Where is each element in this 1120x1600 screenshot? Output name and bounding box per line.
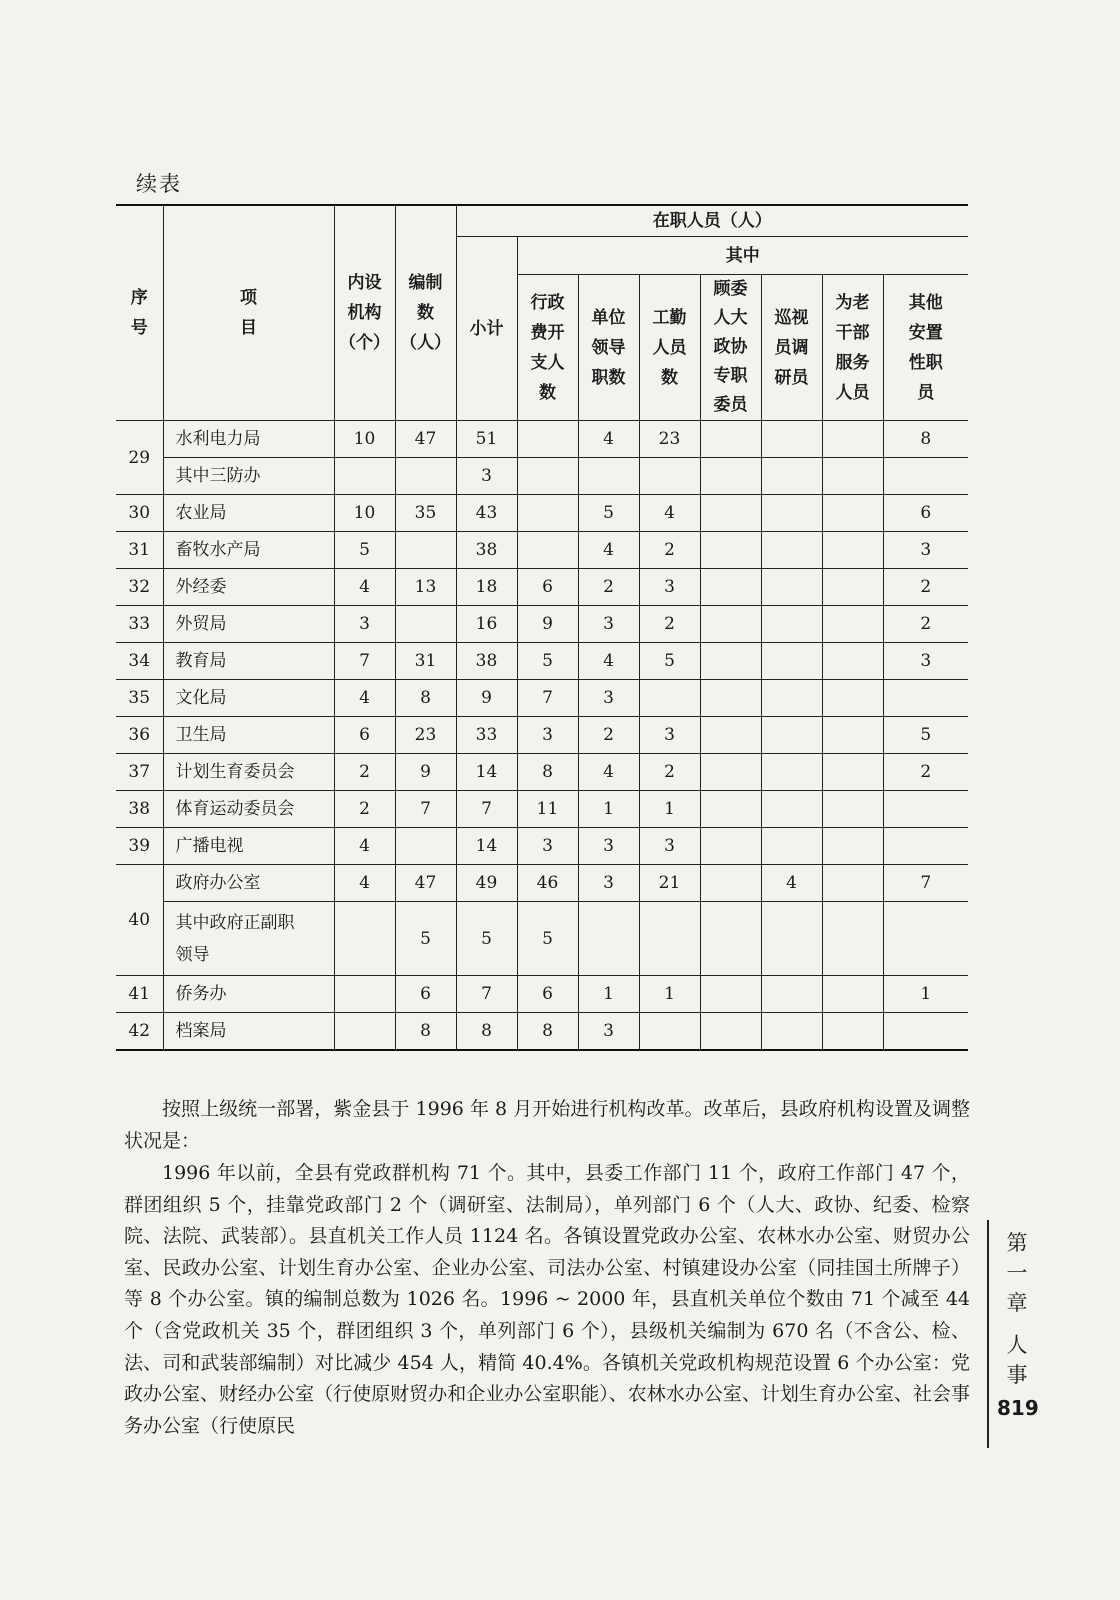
- cell-leader: 4: [578, 532, 639, 569]
- cell-internal: 7: [334, 643, 395, 680]
- cell-internal: 10: [334, 495, 395, 532]
- cell-subtotal: 16: [456, 606, 517, 643]
- cell-quota: [395, 606, 456, 643]
- cell-worker: 3: [639, 828, 700, 865]
- table-row: [116, 1013, 968, 1050]
- cell-inspector: [761, 606, 822, 643]
- cell-seq: 34: [116, 643, 163, 680]
- chapter-title-char: 事: [1006, 1363, 1028, 1387]
- cell-item-name: 教育局: [163, 643, 334, 680]
- cell-cadre: [822, 421, 883, 458]
- cell-admin: 6: [517, 976, 578, 1013]
- cell-quota: 8: [395, 1013, 456, 1050]
- header-seq: 序 号: [116, 205, 163, 421]
- cell-quota: 47: [395, 421, 456, 458]
- chapter-char: 章: [1006, 1291, 1028, 1315]
- cell-advisor: [700, 717, 761, 754]
- cell-worker: 2: [639, 532, 700, 569]
- cell-cadre: [822, 495, 883, 532]
- chapter-title-char: 人: [1006, 1333, 1028, 1357]
- table-row: [116, 532, 968, 569]
- cell-other: 7: [883, 865, 968, 902]
- cell-leader: 1: [578, 976, 639, 1013]
- cell-admin: 11: [517, 791, 578, 828]
- cell-worker: [639, 1013, 700, 1050]
- cell-worker: 5: [639, 643, 700, 680]
- page-number: 819: [997, 1396, 1039, 1420]
- chapter-char: 第: [1006, 1231, 1028, 1255]
- cell-cadre: [822, 976, 883, 1013]
- cell-cadre: [822, 717, 883, 754]
- cell-other: 3: [883, 532, 968, 569]
- cell-quota: 23: [395, 717, 456, 754]
- cell-cadre: [822, 1013, 883, 1050]
- cell-other: 6: [883, 495, 968, 532]
- cell-worker: 4: [639, 495, 700, 532]
- cell-cadre: [822, 865, 883, 902]
- header-internal-units: 内设 机构 （个）: [334, 205, 395, 421]
- cell-other: 2: [883, 569, 968, 606]
- cell-advisor: [700, 680, 761, 717]
- cell-other: [883, 902, 968, 976]
- cell-other: 2: [883, 606, 968, 643]
- cell-internal: 6: [334, 717, 395, 754]
- header-inspectors: 巡视 员调 研员: [761, 275, 822, 421]
- cell-worker: 21: [639, 865, 700, 902]
- cell-admin: 5: [517, 902, 578, 976]
- cell-quota: 5: [395, 902, 456, 976]
- cell-admin: 9: [517, 606, 578, 643]
- cell-other: [883, 458, 968, 495]
- cell-subtotal: 14: [456, 828, 517, 865]
- cell-internal: 10: [334, 421, 395, 458]
- cell-seq: 38: [116, 791, 163, 828]
- cell-inspector: [761, 458, 822, 495]
- cell-inspector: [761, 828, 822, 865]
- cell-worker: [639, 458, 700, 495]
- header-item: 项 目: [163, 205, 334, 421]
- running-header-side: [997, 1228, 1037, 1420]
- chapter-title: [997, 1330, 1037, 1390]
- table-row: [116, 680, 968, 717]
- table-row: [116, 902, 968, 976]
- cell-internal: 4: [334, 865, 395, 902]
- cell-item-name: 畜牧水产局: [163, 532, 334, 569]
- cell-internal: [334, 458, 395, 495]
- cell-admin: [517, 458, 578, 495]
- cell-advisor: [700, 976, 761, 1013]
- chapter-char: 一: [1006, 1261, 1028, 1285]
- header-among: 其中: [517, 237, 968, 275]
- cell-inspector: 4: [761, 865, 822, 902]
- cell-quota: [395, 458, 456, 495]
- cell-admin: [517, 495, 578, 532]
- table-continued-caption: 续表: [136, 172, 182, 196]
- header-admin-paid: 行政 费开 支人 数: [517, 275, 578, 421]
- cell-internal: 4: [334, 828, 395, 865]
- cell-quota: 13: [395, 569, 456, 606]
- cell-leader: [578, 458, 639, 495]
- cell-item-name: 政府办公室: [163, 865, 334, 902]
- cell-admin: 8: [517, 754, 578, 791]
- table-row: [116, 569, 968, 606]
- header-staff-group: 在职人员（人）: [456, 205, 968, 237]
- table-row: [116, 495, 968, 532]
- table-row: [116, 828, 968, 865]
- cell-other: 8: [883, 421, 968, 458]
- cell-seq: 39: [116, 828, 163, 865]
- cell-admin: 6: [517, 569, 578, 606]
- cell-subtotal: 8: [456, 1013, 517, 1050]
- cell-quota: [395, 828, 456, 865]
- cell-admin: 46: [517, 865, 578, 902]
- cell-leader: 5: [578, 495, 639, 532]
- cell-quota: 9: [395, 754, 456, 791]
- cell-internal: 4: [334, 680, 395, 717]
- cell-worker: 2: [639, 606, 700, 643]
- cell-seq: 30: [116, 495, 163, 532]
- cell-advisor: [700, 569, 761, 606]
- cell-cadre: [822, 680, 883, 717]
- cell-item-name: 外贸局: [163, 606, 334, 643]
- cell-seq: 35: [116, 680, 163, 717]
- cell-leader: [578, 902, 639, 976]
- cell-advisor: [700, 532, 761, 569]
- header-service-workers: 工勤 人员 数: [639, 275, 700, 421]
- cell-admin: 8: [517, 1013, 578, 1050]
- cell-cadre: [822, 569, 883, 606]
- cell-other: 3: [883, 643, 968, 680]
- cell-internal: [334, 902, 395, 976]
- cell-advisor: [700, 865, 761, 902]
- cell-worker: 1: [639, 976, 700, 1013]
- header-other-placement: 其他 安置 性职 员: [883, 275, 968, 421]
- cell-internal: [334, 1013, 395, 1050]
- cell-worker: 23: [639, 421, 700, 458]
- cell-subtotal: 49: [456, 865, 517, 902]
- cell-inspector: [761, 902, 822, 976]
- cell-inspector: [761, 421, 822, 458]
- cell-seq: 29: [116, 421, 163, 495]
- cell-internal: 4: [334, 569, 395, 606]
- chapter-label: [997, 1228, 1037, 1318]
- cell-quota: 8: [395, 680, 456, 717]
- cell-other: 5: [883, 717, 968, 754]
- cell-worker: 3: [639, 569, 700, 606]
- cell-worker: 3: [639, 717, 700, 754]
- cell-cadre: [822, 458, 883, 495]
- header-unit-leaders: 单位 领导 职数: [578, 275, 639, 421]
- cell-inspector: [761, 569, 822, 606]
- cell-seq: 42: [116, 1013, 163, 1050]
- cell-leader: 2: [578, 569, 639, 606]
- cell-internal: 5: [334, 532, 395, 569]
- cell-quota: 35: [395, 495, 456, 532]
- cell-other: 2: [883, 754, 968, 791]
- cell-leader: 3: [578, 680, 639, 717]
- cell-internal: 2: [334, 754, 395, 791]
- cell-item-name: 档案局: [163, 1013, 334, 1050]
- cell-advisor: [700, 1013, 761, 1050]
- cell-seq: 41: [116, 976, 163, 1013]
- header-subtotal: 小计: [456, 237, 517, 421]
- cell-admin: [517, 421, 578, 458]
- cell-inspector: [761, 1013, 822, 1050]
- cell-worker: [639, 680, 700, 717]
- cell-leader: 3: [578, 828, 639, 865]
- cell-inspector: [761, 976, 822, 1013]
- cell-advisor: [700, 458, 761, 495]
- cell-internal: 3: [334, 606, 395, 643]
- cell-advisor: [700, 902, 761, 976]
- table-row: [116, 791, 968, 828]
- cell-advisor: [700, 791, 761, 828]
- cell-quota: [395, 532, 456, 569]
- cell-inspector: [761, 680, 822, 717]
- cell-seq: 31: [116, 532, 163, 569]
- cell-advisor: [700, 828, 761, 865]
- header-quota: 编制 数 （人）: [395, 205, 456, 421]
- cell-item-name: 侨务办: [163, 976, 334, 1013]
- cell-subtotal: 9: [456, 680, 517, 717]
- cell-item-name: 外经委: [163, 569, 334, 606]
- cell-subtotal: 43: [456, 495, 517, 532]
- table-row: [116, 458, 968, 495]
- cell-leader: 4: [578, 754, 639, 791]
- cell-seq: 40: [116, 865, 163, 976]
- cell-leader: 4: [578, 643, 639, 680]
- cell-subtotal: 18: [456, 569, 517, 606]
- cell-quota: 31: [395, 643, 456, 680]
- cell-worker: [639, 902, 700, 976]
- cell-leader: 2: [578, 717, 639, 754]
- table-row: [116, 643, 968, 680]
- table-row: [116, 606, 968, 643]
- cell-other: [883, 828, 968, 865]
- cell-advisor: [700, 754, 761, 791]
- header-veteran-service: 为老 干部 服务 人员: [822, 275, 883, 421]
- cell-worker: 2: [639, 754, 700, 791]
- cell-other: [883, 680, 968, 717]
- cell-admin: 3: [517, 717, 578, 754]
- cell-subtotal: 33: [456, 717, 517, 754]
- cell-leader: 4: [578, 421, 639, 458]
- cell-leader: 3: [578, 1013, 639, 1050]
- cell-subtotal: 51: [456, 421, 517, 458]
- cell-internal: [334, 976, 395, 1013]
- cell-item-name: 卫生局: [163, 717, 334, 754]
- cell-item-name: 广播电视: [163, 828, 334, 865]
- cell-subtotal: 38: [456, 643, 517, 680]
- cell-cadre: [822, 532, 883, 569]
- cell-cadre: [822, 902, 883, 976]
- cell-inspector: [761, 754, 822, 791]
- cell-subtotal: 5: [456, 902, 517, 976]
- cell-cadre: [822, 606, 883, 643]
- cell-cadre: [822, 828, 883, 865]
- table-row: [116, 717, 968, 754]
- cell-seq: 36: [116, 717, 163, 754]
- cell-subtotal: 38: [456, 532, 517, 569]
- cell-advisor: [700, 643, 761, 680]
- cell-advisor: [700, 606, 761, 643]
- cell-inspector: [761, 791, 822, 828]
- cell-quota: 6: [395, 976, 456, 1013]
- cell-inspector: [761, 717, 822, 754]
- cell-inspector: [761, 643, 822, 680]
- cell-item-name: 水利电力局: [163, 421, 334, 458]
- cell-seq: 33: [116, 606, 163, 643]
- cell-other: [883, 1013, 968, 1050]
- cell-item-name: 其中三防办: [163, 458, 334, 495]
- table-row: [116, 754, 968, 791]
- cell-leader: 1: [578, 791, 639, 828]
- cell-cadre: [822, 643, 883, 680]
- cell-quota: 47: [395, 865, 456, 902]
- cell-subtotal: 7: [456, 791, 517, 828]
- cell-cadre: [822, 754, 883, 791]
- cell-leader: 3: [578, 865, 639, 902]
- cell-quota: 7: [395, 791, 456, 828]
- cell-subtotal: 14: [456, 754, 517, 791]
- cell-seq: 32: [116, 569, 163, 606]
- cell-seq: 37: [116, 754, 163, 791]
- cell-inspector: [761, 495, 822, 532]
- cell-item-name: 计划生育委员会: [163, 754, 334, 791]
- cell-inspector: [761, 532, 822, 569]
- cell-subtotal: 7: [456, 976, 517, 1013]
- cell-item-name: 农业局: [163, 495, 334, 532]
- cell-item-name: 文化局: [163, 680, 334, 717]
- cell-admin: 3: [517, 828, 578, 865]
- margin-divider: [987, 1220, 989, 1448]
- cell-admin: [517, 532, 578, 569]
- paragraph: 按照上级统一部署，紫金县于 1996 年 8 月开始进行机构改革。改革后，县政府机构设置及调整状况是：: [124, 1098, 970, 1152]
- cell-admin: 5: [517, 643, 578, 680]
- header-fulltime-committee: 顾委 人大 政协 专职 委员: [700, 275, 761, 421]
- paragraph: 1996 年以前，全县有党政群机构 71 个。其中，县委工作部门 11 个，政府工作部门 47 个，群团组织 5 个，挂靠党政部门 2 个（调研室、法制局），单列部门 6 个（人大、政协、纪委、检察院、法院、武装部）。县直机关工作人员 1124 名。各镇设置党政办公室、农林水办公室、财贸办公室、民政办公室、计划生育办公室、企业办公室、司法办公室、村镇建设办公室（同挂国土所牌子）等 8 个办公室。镇的编制总数为 1026 名。1996 ~ 2000 年，县直机关单位个数由 71 个减至 44 个（含党政机关 35 个，群团组织 3 个，单列部门 6 个），县级机关编制为 670 名（不含公、检、法、司和武装部编制）对比减少 454 人，精简 40.4%。各镇机关党政机构规范设置 6 个办公室：党政办公室、财经办公室（行使原财贸办和企业办公室职能）、农林水办公室、计划生育办公室、社会事务办公室（行使原民: [124, 1162, 970, 1437]
- table-row: [116, 421, 968, 458]
- cell-admin: 7: [517, 680, 578, 717]
- cell-other: [883, 791, 968, 828]
- cell-other: 1: [883, 976, 968, 1013]
- cell-cadre: [822, 791, 883, 828]
- cell-worker: 1: [639, 791, 700, 828]
- staffing-table: [116, 204, 968, 1051]
- cell-advisor: [700, 421, 761, 458]
- cell-leader: 3: [578, 606, 639, 643]
- cell-item-name: 体育运动委员会: [163, 791, 334, 828]
- table-row: [116, 865, 968, 902]
- cell-subtotal: 3: [456, 458, 517, 495]
- table-row: [116, 976, 968, 1013]
- cell-internal: 2: [334, 791, 395, 828]
- cell-advisor: [700, 495, 761, 532]
- cell-item-name: 其中政府正副职 领导: [163, 902, 334, 976]
